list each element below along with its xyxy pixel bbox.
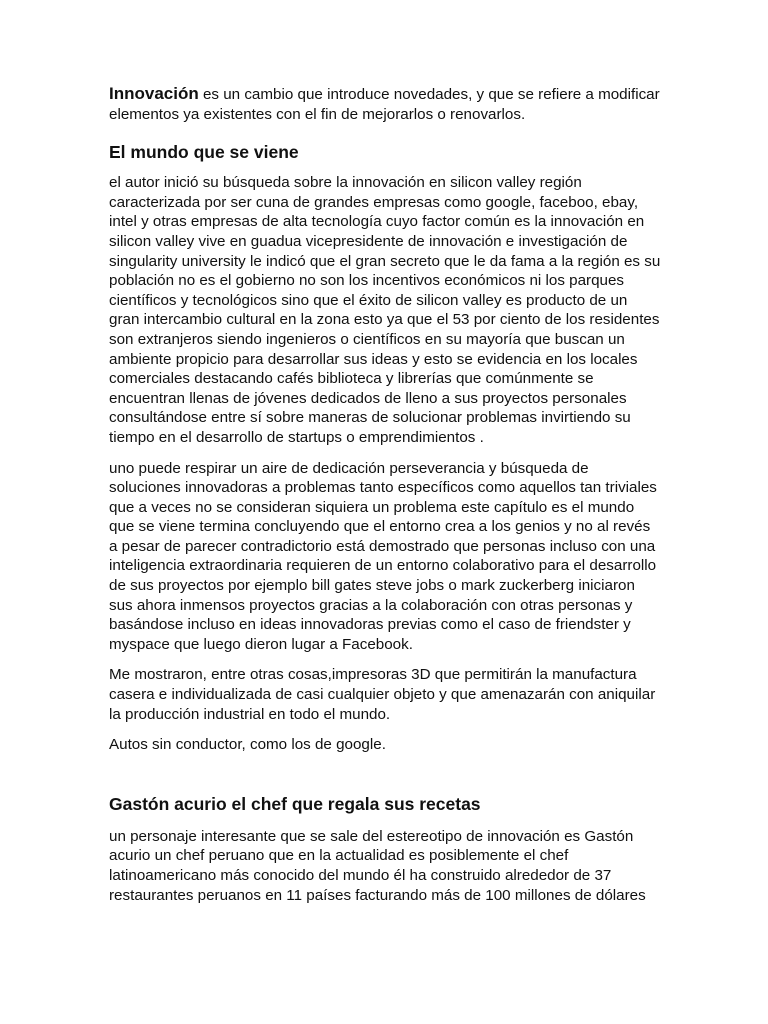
body-paragraph: Me mostraron, entre otras cosas,impresoras 3D que permitirán la manufactura casera e individualizada de casi cualquier objeto y que amenazarán con aniquilar la producción industrial en todo el mundo. (109, 666, 656, 723)
body-paragraph: Autos sin conductor, como los de google. (109, 736, 386, 754)
document-page (109, 84, 661, 916)
section-heading-gaston: Gastón acurio el chef que regala sus recetas (109, 793, 481, 814)
body-paragraph: el autor inició su búsqueda sobre la innovación en silicon valley región caracterizada por ser cuna de grandes empresas como google, faceboo, ebay, intel y otras empresas de alta tecnología cuyo factor común es la innovación en silicon valley vive en guadua vicepresidente de innovación e investigación de singularity university le indicó que el gran secreto que le da fama a la región es su población no es el gobierno no son los incentivos económicos ni los parques científicos y tecnológicos sino que el éxito de silicon valley es producto de un gran intercambio cultural en la zona esto ya que el 53 por ciento de los residentes son extranjeros siendo ingenieros o científicos en su mayoría que buscan un ambiente propicio para desarrollar sus ideas y esto se evidencia en los locales comerciales destacando cafés biblioteca y librerías que comúnmente se encuentran llenas de jóvenes dedicados de lleno a sus proyectos personales consultándose entre sí sobre maneras de solucionar problemas invirtiendo su tiempo en el desarrollo de startups o emprendimientos . (109, 174, 661, 446)
body-paragraph: uno puede respirar un aire de dedicación perseverancia y búsqueda de soluciones innovadoras a problemas tanto específicos como aquellos tan triviales que a veces no se consideran siquiera un problema este capítulo es el mundo que se viene termina concluyendo que el entorno crea a los genios y no al revés a pesar de parecer contradictorio está demostrado que personas incluso con una inteligencia extraordinaria requieren de un entorno colaborativo para el desarrollo de sus proyectos por ejemplo bill gates steve jobs o mark zuckerberg iniciaron sus ahora inmensos proyectos gracias a la colaboración con otras personas y basándose incluso en ideas innovadoras previas como el caso de friendster y myspace que luego dieron lugar a Facebook. (109, 459, 657, 653)
intro-term: Innovación (109, 84, 199, 103)
intro-text: es un cambio que introduce novedades, y que se refiere a modificar elementos ya existentes con el fin de mejorarlos o renovarlos. (109, 86, 660, 123)
body-paragraph: un personaje interesante que se sale del estereotipo de innovación es Gastón acurio un chef peruano que en la actualidad es posiblemente el chef latinoamericano más conocido del mundo él ha construido alrededor de 37 restaurantes peruanos en 11 países facturando más de 100 millones de dólares (109, 827, 646, 904)
section-heading-mundo: El mundo que se viene (109, 142, 299, 163)
intro-paragraph (109, 84, 661, 124)
